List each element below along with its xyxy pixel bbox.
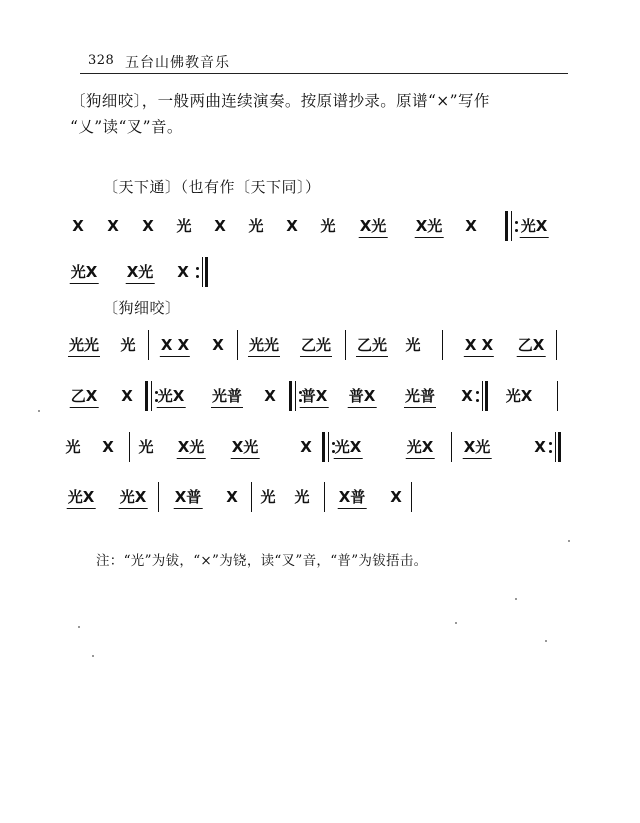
score-syllable: X: [226, 488, 238, 506]
scan-speck: [455, 622, 457, 624]
score-syllable: X: [286, 217, 298, 235]
footnote: 注：“光”为钹，“×”为铙，读“叉”音，“普”为钹捂击。: [96, 553, 428, 569]
barline: [251, 482, 252, 512]
barline: [148, 330, 149, 360]
scan-speck: [545, 640, 547, 642]
score-syllable: 光X: [157, 387, 185, 405]
final-barline: [411, 482, 412, 512]
scan-speck: [568, 540, 570, 542]
score-syllable: X X: [464, 336, 494, 354]
repeat-barline: [205, 257, 208, 287]
score-syllable: 光X: [334, 438, 362, 456]
scan-speck: [78, 626, 80, 628]
score-syllable: 乙光: [300, 336, 332, 354]
score-line: [0, 330, 640, 364]
score-syllable: X: [461, 387, 473, 405]
repeat-barline: [289, 381, 292, 411]
repeat-barline: [558, 432, 561, 462]
barline: [451, 432, 452, 462]
repeat-barline: [145, 381, 148, 411]
barline: [324, 482, 325, 512]
score-syllable: X: [534, 438, 546, 456]
header-rule: [80, 73, 568, 74]
intro-line-2: “乂”读“叉”音。: [70, 118, 183, 136]
section-title-gouxiyao: 〔狗细咬〕: [103, 299, 181, 317]
barline: [129, 432, 130, 462]
score-syllable: X光: [359, 217, 387, 235]
score-syllable: X: [177, 263, 189, 281]
score-syllable: X普: [174, 488, 202, 506]
barline: [345, 330, 346, 360]
score-syllable: 光: [138, 438, 154, 456]
score-line: [0, 211, 640, 245]
score-syllable: 光: [320, 217, 336, 235]
score-syllable: 光光: [248, 336, 280, 354]
page-number: 328: [88, 53, 115, 68]
score-syllable: X X: [160, 336, 190, 354]
score-syllable: X: [465, 217, 477, 235]
score-syllable: 光X: [67, 488, 95, 506]
score-syllable: X光: [177, 438, 205, 456]
score-syllable: 光X: [520, 217, 548, 235]
score-syllable: 乙X: [70, 387, 98, 405]
score-line: [0, 381, 640, 415]
score-syllable: 乙光: [356, 336, 388, 354]
score-syllable: X: [107, 217, 119, 235]
score-line: [0, 482, 640, 516]
score-syllable: 光X: [70, 263, 98, 281]
repeat-barline: [505, 211, 508, 241]
score-syllable: 光普: [211, 387, 243, 405]
score-syllable: X: [212, 336, 224, 354]
score-line: [0, 257, 640, 291]
score-syllable: X光: [463, 438, 491, 456]
barline: [158, 482, 159, 512]
score-syllable: X: [121, 387, 133, 405]
score-syllable: X光: [126, 263, 154, 281]
repeat-barline: [322, 432, 325, 462]
score-syllable: 光X: [505, 387, 533, 405]
score-line: [0, 432, 640, 466]
score-syllable: 普X: [348, 387, 376, 405]
score-syllable: X: [214, 217, 226, 235]
score-syllable: 光: [405, 336, 421, 354]
score-syllable: 光: [248, 217, 264, 235]
score-syllable: 光: [294, 488, 310, 506]
score-syllable: X光: [415, 217, 443, 235]
score-syllable: 普X: [300, 387, 328, 405]
score-syllable: X光: [231, 438, 259, 456]
barline: [237, 330, 238, 360]
score-syllable: X: [142, 217, 154, 235]
score-syllable: X: [102, 438, 114, 456]
score-syllable: X: [72, 217, 84, 235]
score-syllable: 光: [176, 217, 192, 235]
score-syllable: 光: [120, 336, 136, 354]
repeat-barline: [485, 381, 488, 411]
score-syllable: 光光: [68, 336, 100, 354]
score-syllable: X: [390, 488, 402, 506]
scan-speck: [92, 655, 94, 657]
score-syllable: 光X: [406, 438, 434, 456]
scan-speck: [38, 410, 40, 412]
score-syllable: 光: [65, 438, 81, 456]
score-syllable: 乙X: [517, 336, 545, 354]
score-syllable: 光: [260, 488, 276, 506]
barline: [442, 330, 443, 360]
intro-line-1: 〔狗细咬〕，一般两曲连续演奏。按原谱抄录。原谱“×”写作: [70, 92, 490, 110]
score-syllable: X: [300, 438, 312, 456]
score-syllable: 光普: [404, 387, 436, 405]
book-title: 五台山佛教音乐: [125, 55, 230, 71]
barline: [557, 381, 558, 411]
score-syllable: X普: [338, 488, 366, 506]
barline: [556, 330, 557, 360]
score-syllable: X: [264, 387, 276, 405]
scan-speck: [515, 598, 517, 600]
score-syllable: 光X: [119, 488, 147, 506]
section-title-tianxiatong: 〔天下通〕（也有作〔天下同〕）: [103, 178, 321, 196]
